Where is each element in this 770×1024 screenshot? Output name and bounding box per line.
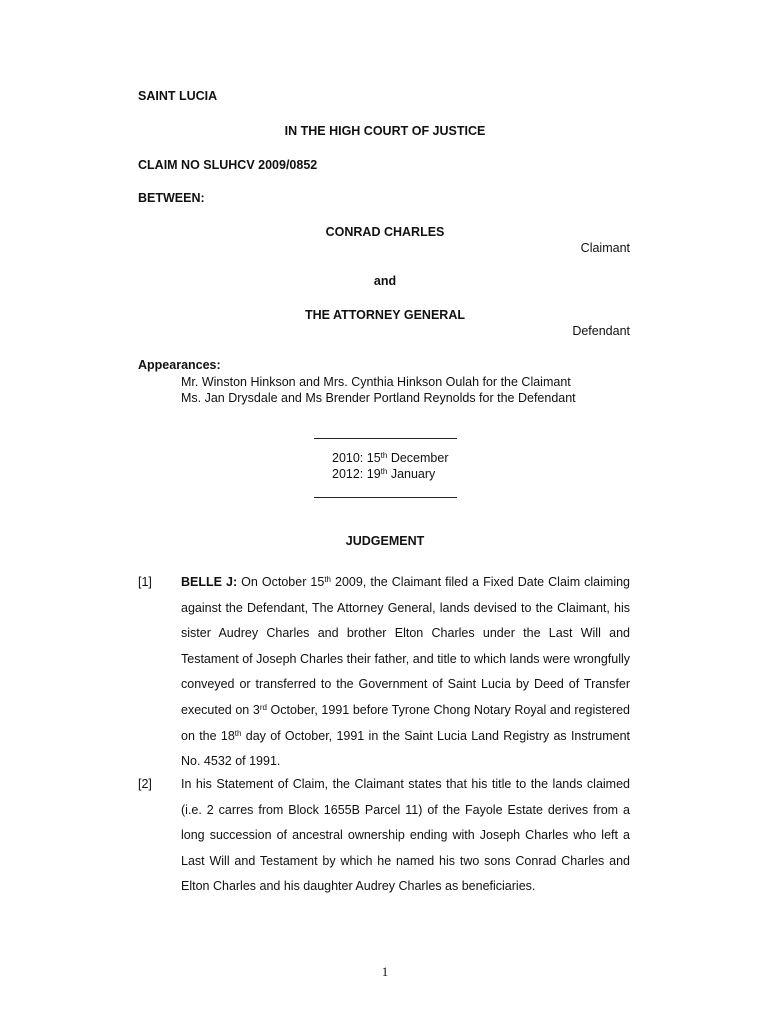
claimant-name: CONRAD CHARLES: [325, 225, 445, 239]
appearance-defendant: Ms. Jan Drysdale and Ms Brender Portland Reynolds for the Defendant: [181, 391, 576, 405]
appearances-label: Appearances:: [138, 358, 221, 372]
appearance-claimant: Mr. Winston Hinkson and Mrs. Cynthia Hinkson Oulah for the Claimant: [181, 375, 571, 389]
divider-top: [314, 438, 457, 439]
paragraph-2: In his Statement of Claim, the Claimant states that his title to the lands claimed (i.e. 2 carres from Block 1655B Parcel 11) of the Fayole Estate derives from a long succession of ancestral ownership ending with Joseph Charles who left a Last Will and Testament by which he named his two sons Conrad Charles and Elton Charles and his daughter Audrey Charles as beneficiaries.: [181, 777, 630, 894]
divider-bottom: [314, 497, 457, 498]
defendant-role: Defendant: [572, 324, 630, 338]
hearing-date-2: 2012: 19th January: [332, 467, 436, 481]
between-label: BETWEEN:: [138, 191, 205, 205]
court-heading: IN THE HIGH COURT OF JUSTICE: [284, 124, 486, 138]
claim-number: CLAIM NO SLUHCV 2009/0852: [138, 158, 318, 172]
defendant-name: THE ATTORNEY GENERAL: [305, 308, 465, 322]
paragraph-2-number: [2]: [138, 777, 152, 791]
and-separator: and: [373, 274, 397, 288]
paragraph-1: BELLE J: On October 15th 2009, the Claimant filed a Fixed Date Claim claiming against the Defendant, The Attorney General, lands devised to the Claimant, his sister Audrey Charles and brother Elton Charles under the Last Will and Testament of Joseph Charles their father, and title to which lands were wrongfully conveyed or transferred to the Government of Saint Lucia by Deed of Transfer executed on 3rd October, 1991 before Tyrone Chong Notary Royal and registered on the 18th day of October, 1991 in the Saint Lucia Land Registry as Instrument No. 4532 of 1991.: [181, 575, 630, 769]
hearing-date-1: 2010: 15th December: [332, 451, 449, 465]
claimant-role: Claimant: [580, 241, 630, 255]
page-number: 1: [381, 964, 389, 979]
country-heading: SAINT LUCIA: [138, 89, 218, 103]
paragraph-1-number: [1]: [138, 575, 152, 589]
judgement-title: JUDGEMENT: [345, 534, 425, 548]
